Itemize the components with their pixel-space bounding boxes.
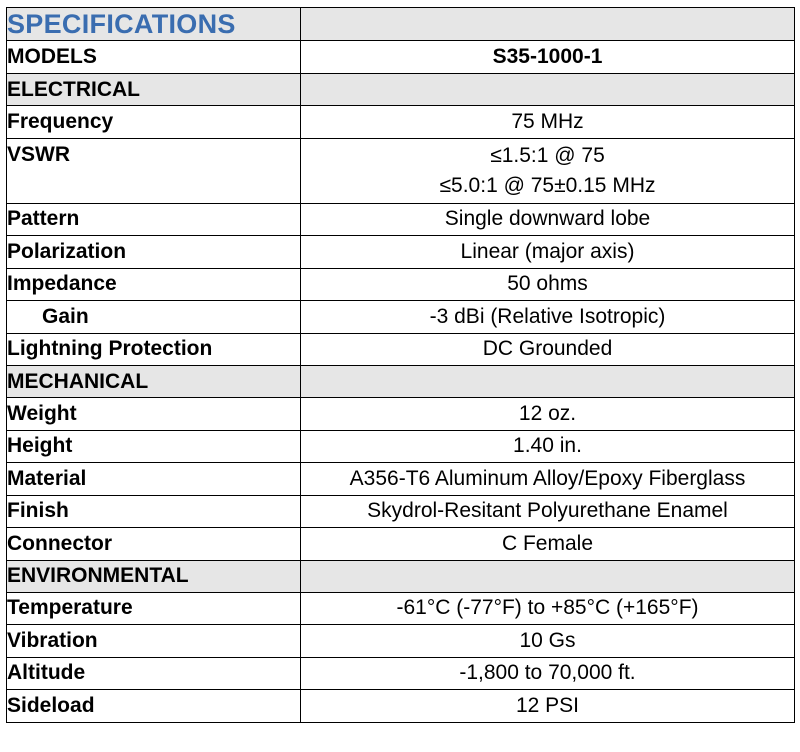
- vswr-line-1: ≤1.5:1 @ 75: [490, 143, 605, 167]
- spec-label: Sideload: [7, 690, 301, 723]
- section-heading-electrical: ELECTRICAL: [7, 74, 301, 106]
- spec-label: Connector: [7, 528, 301, 561]
- spec-label: Gain: [7, 301, 301, 334]
- spec-value: A356-T6 Aluminum Alloy/Epoxy Fiberglass: [301, 463, 795, 496]
- vswr-line-2: ≤5.0:1 @ 75±0.15 MHz: [439, 173, 656, 197]
- spec-value: 12 PSI: [301, 690, 795, 723]
- spec-row-lightning-protection: [7, 333, 795, 366]
- spec-value: [301, 138, 795, 203]
- spec-label: Height: [7, 430, 301, 463]
- spec-row-material: [7, 463, 795, 496]
- spec-value: -61°C (-77°F) to +85°C (+165°F): [301, 592, 795, 625]
- spec-label: VSWR: [7, 138, 301, 203]
- section-environmental: [7, 560, 795, 592]
- spec-value: 50 ohms: [301, 268, 795, 301]
- spec-label: Finish: [7, 495, 301, 528]
- spec-value: DC Grounded: [301, 333, 795, 366]
- spec-row-altitude: [7, 657, 795, 690]
- spec-row-frequency: [7, 106, 795, 139]
- spec-label: Lightning Protection: [7, 333, 301, 366]
- spec-value: Linear (major axis): [301, 236, 795, 269]
- spec-row-connector: [7, 528, 795, 561]
- section-blank-cell: [301, 366, 795, 398]
- specifications-table: [6, 7, 795, 723]
- spec-value: 12 oz.: [301, 398, 795, 431]
- spec-label: Temperature: [7, 592, 301, 625]
- section-blank-cell: [301, 560, 795, 592]
- table-title: SPECIFICATIONS: [7, 8, 301, 41]
- spec-value: 1.40 in.: [301, 430, 795, 463]
- spec-value: 75 MHz: [301, 106, 795, 139]
- models-row: [7, 41, 795, 74]
- spec-value: C Female: [301, 528, 795, 561]
- spec-label: Polarization: [7, 236, 301, 269]
- spec-label: Frequency: [7, 106, 301, 139]
- spec-value: -1,800 to 70,000 ft.: [301, 657, 795, 690]
- spec-label: Altitude: [7, 657, 301, 690]
- spec-value: Skydrol-Resitant Polyurethane Enamel: [301, 495, 795, 528]
- spec-row-gain: [7, 301, 795, 334]
- section-mechanical: [7, 366, 795, 398]
- models-value: S35-1000-1: [301, 41, 795, 74]
- spec-label: Vibration: [7, 625, 301, 658]
- spec-label: Pattern: [7, 203, 301, 236]
- section-blank-cell: [301, 74, 795, 106]
- spec-label: Material: [7, 463, 301, 496]
- spec-label: Weight: [7, 398, 301, 431]
- spec-row-temperature: [7, 592, 795, 625]
- spec-row-finish: [7, 495, 795, 528]
- spec-label: Impedance: [7, 268, 301, 301]
- section-electrical: [7, 74, 795, 106]
- spec-row-sideload: [7, 690, 795, 723]
- spec-row-height: [7, 430, 795, 463]
- spec-value: Single downward lobe: [301, 203, 795, 236]
- spec-value: -3 dBi (Relative Isotropic): [301, 301, 795, 334]
- section-heading-environmental: ENVIRONMENTAL: [7, 560, 301, 592]
- title-row: [7, 8, 795, 41]
- spec-row-weight: [7, 398, 795, 431]
- section-heading-mechanical: MECHANICAL: [7, 366, 301, 398]
- models-label: MODELS: [7, 41, 301, 74]
- spec-value: 10 Gs: [301, 625, 795, 658]
- spec-row-vibration: [7, 625, 795, 658]
- spec-row-impedance: [7, 268, 795, 301]
- spec-row-vswr: [7, 138, 795, 203]
- title-blank-cell: [301, 8, 795, 41]
- spec-row-pattern: [7, 203, 795, 236]
- spec-row-polarization: [7, 236, 795, 269]
